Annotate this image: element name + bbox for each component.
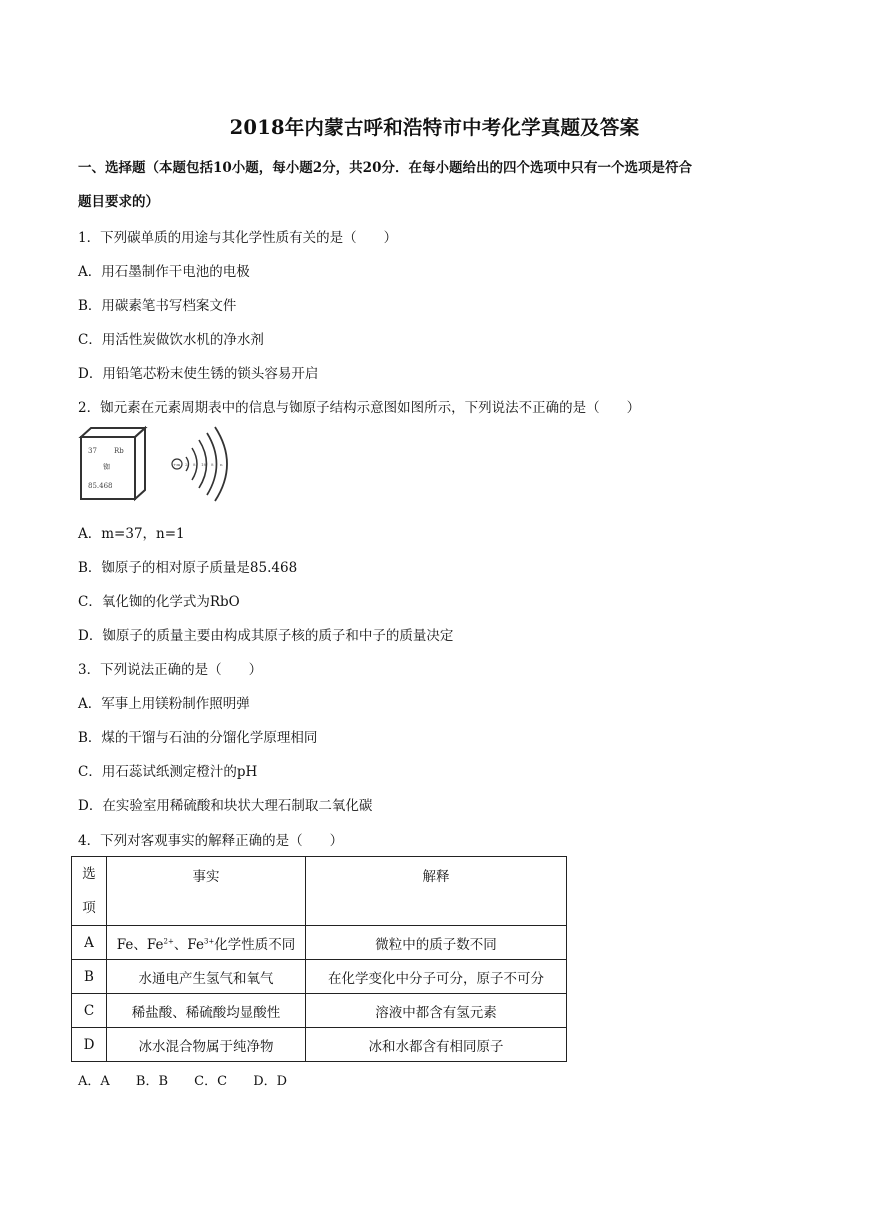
question-4-choice-d: D．D <box>253 1074 288 1089</box>
question-2-option-c: C．氧化铷的化学式为RbO <box>78 594 240 610</box>
row-d-option: D <box>72 1028 107 1062</box>
question-4-choice-b: B．B <box>135 1074 169 1089</box>
rubidium-figure <box>78 424 258 504</box>
shell-5-count: n <box>220 462 223 467</box>
nucleus-label: +m <box>173 462 181 467</box>
question-1-option-c: C．用活性炭做饮水机的净水剂 <box>78 332 264 348</box>
table-row <box>72 994 567 1028</box>
question-1-option-a: A．用石墨制作干电池的电极 <box>78 264 250 280</box>
shell-4-count: 8 <box>211 462 214 467</box>
row-c-explanation: 溶液中都含有氢元素 <box>306 994 567 1028</box>
table-row <box>72 960 567 994</box>
row-b-fact: 水通电产生氢气和氧气 <box>107 960 306 994</box>
shell-2-count: 8 <box>193 462 196 467</box>
header-option-bottom: 项 <box>82 900 96 916</box>
section-heading <box>78 151 798 219</box>
shell-1-count: 2 <box>185 462 188 467</box>
question-3-stem: 3．下列说法正确的是（ ） <box>78 662 263 678</box>
row-a-fact-superscript-1: 2+ <box>163 937 174 945</box>
element-name-label: 铷 <box>103 463 110 471</box>
question-1-option-b: B．用碳素笔书写档案文件 <box>78 298 237 314</box>
shell-3-count: 18 <box>201 462 207 467</box>
row-a-fact-part-2: 、Fe <box>173 936 204 953</box>
question-3-option-b: B．煤的干馏与石油的分馏化学原理相同 <box>78 730 318 746</box>
question-2-stem: 2．铷元素在元素周期表中的信息与铷原子结构示意图如图所示，下列说法不正确的是（ ） <box>78 400 641 416</box>
question-2-option-b: B．铷原子的相对原子质量是85.468 <box>78 560 298 576</box>
document-title: 2018年内蒙古呼和浩特市中考化学真题及答案 <box>229 116 640 139</box>
question-1-option-d: D．用铅笔芯粉末使生锈的锁头容易开启 <box>78 366 319 382</box>
question-3-option-c: C．用石蕊试纸测定橙汁的pH <box>78 764 258 780</box>
row-b-option: B <box>72 960 107 994</box>
header-option-cell <box>72 857 107 926</box>
question-2-option-a: A．m=37，n=1 <box>78 526 185 542</box>
table-header-row <box>72 857 567 926</box>
header-fact-cell: 事实 <box>107 857 306 926</box>
question-2-option-d: D．铷原子的质量主要由构成其原子核的质子和中子的质量决定 <box>78 628 454 644</box>
question-4-choice-a: A．A <box>78 1074 110 1089</box>
row-a-fact-superscript-2: 3+ <box>203 937 215 945</box>
question-3-option-a: A．军事上用镁粉制作照明弹 <box>78 696 250 712</box>
question-4-table <box>71 856 567 1062</box>
table-row <box>72 1028 567 1062</box>
row-c-fact: 稀盐酸、稀硫酸均显酸性 <box>107 994 306 1028</box>
row-a-option: A <box>72 926 107 960</box>
question-4-choices <box>78 1070 309 1089</box>
section-heading-line-1: 一、选择题（本题包括10小题，每小题2分，共20分．在每小题给出的四个选项中只有一个选项是符合 <box>78 160 692 176</box>
atomic-structure-diagram <box>172 427 227 501</box>
row-a-fact-part-3: 化学性质不同 <box>214 936 296 953</box>
atomic-mass-label: 85.468 <box>88 482 113 490</box>
row-c-option: C <box>72 994 107 1028</box>
question-4-stem: 4．下列对客观事实的解释正确的是（ ） <box>78 833 344 849</box>
table-row <box>72 926 567 960</box>
row-b-explanation: 在化学变化中分子可分，原子不可分 <box>306 960 567 994</box>
row-a-fact <box>107 926 306 960</box>
row-d-explanation: 冰和水都含有相同原子 <box>306 1028 567 1062</box>
question-3-option-d: D．在实验室用稀硫酸和块状大理石制取二氧化碳 <box>78 798 373 814</box>
header-explanation-cell: 解释 <box>306 857 567 926</box>
periodic-table-cell <box>81 428 145 499</box>
row-a-fact-part-1: Fe、Fe <box>116 936 164 953</box>
cell-side-face <box>135 428 145 499</box>
row-a-explanation: 微粒中的质子数不同 <box>306 926 567 960</box>
section-heading-line-2: 题目要求的） <box>78 194 159 210</box>
row-d-fact: 冰水混合物属于纯净物 <box>107 1028 306 1062</box>
header-option-top: 选 <box>82 866 96 882</box>
question-4-choice-c: C．C <box>194 1074 228 1089</box>
element-symbol-label: Rb <box>114 447 124 455</box>
question-1-stem: 1．下列碳单质的用途与其化学性质有关的是（ ） <box>78 230 398 246</box>
atomic-number-label: 37 <box>88 447 97 455</box>
